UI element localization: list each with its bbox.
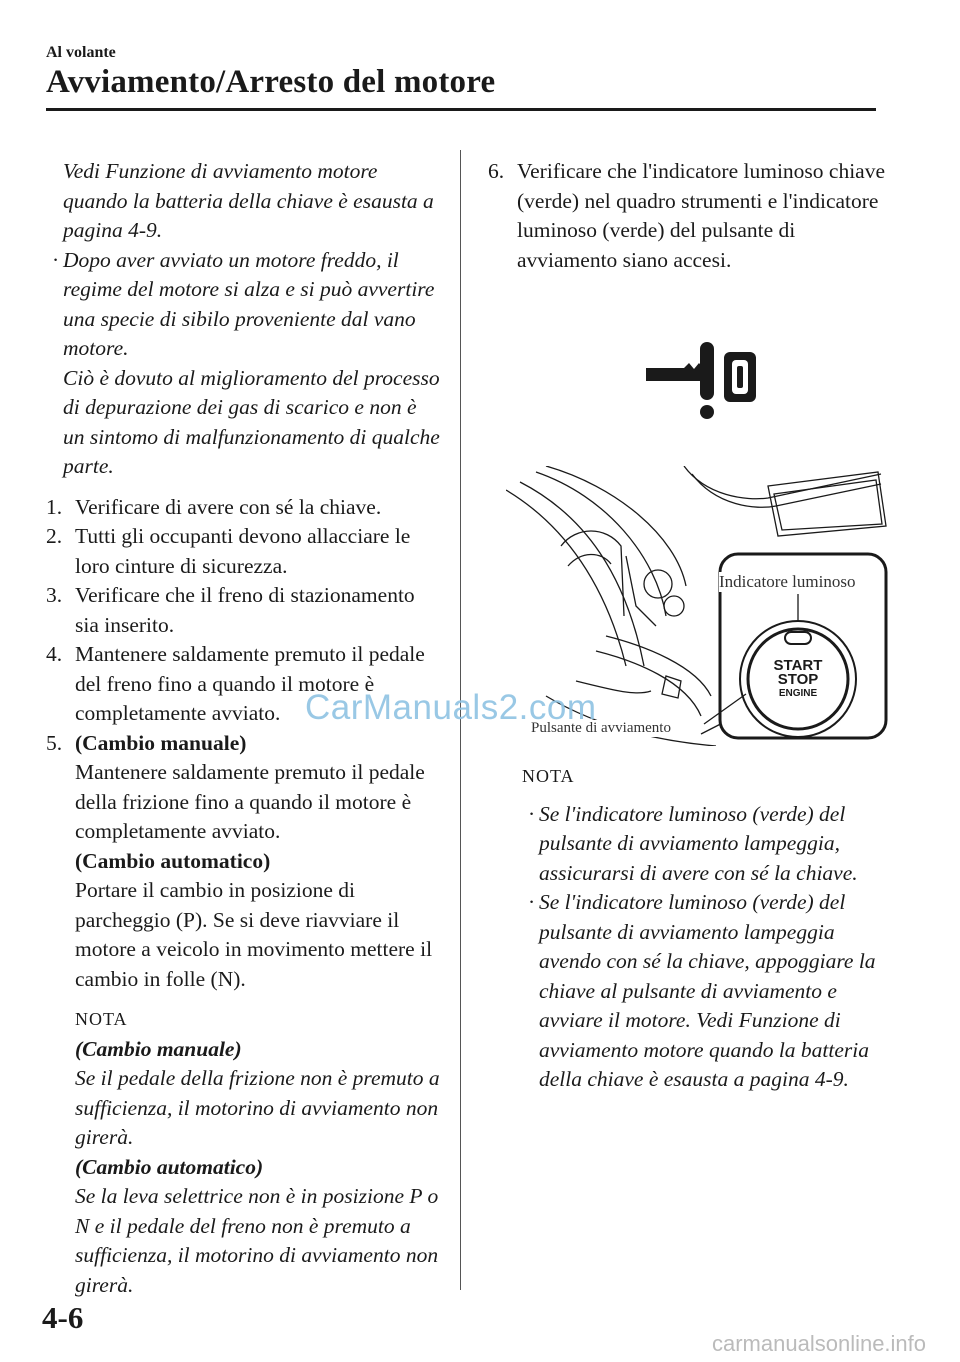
step-6	[488, 157, 888, 275]
intro-reference: Vedi Funzione di avviamento motore quando la batteria della chiave è esausta a pagina 4-9.	[63, 159, 434, 242]
step-number: 6.	[488, 159, 505, 183]
note-bullet-1	[522, 800, 882, 889]
note-bullet-text: Se l'indicatore luminoso (verde) del pulsante di avviamento lampeggia, assicurarsi di avere con sé la chiave.	[539, 801, 858, 885]
manual-transmission-text: Mantenere saldamente premuto il pedale della frizione fino a quando il motore è completamente avviato.	[75, 760, 425, 843]
step-number: 4.	[46, 642, 63, 666]
indicator-light-label: Indicatore luminoso	[719, 572, 856, 591]
right-column	[488, 157, 888, 275]
step-1	[46, 493, 441, 523]
note-bullet-text: Se l'indicatore luminoso (verde) del pulsante di avviamento lampeggia avendo con sé la chiave, appoggiare la chiave al pulsante di avviamento e avviare il motore. Vedi Funzione di avviamento motore quando la batteria della chiave è esausta a pagina 4-9.	[539, 890, 876, 1091]
step-text: Verificare che il freno di stazionamento sia inserito.	[75, 583, 415, 637]
step-number: 2.	[46, 524, 63, 548]
page-title: Avviamento/Arresto del motore	[46, 64, 496, 100]
left-column	[46, 157, 441, 1300]
right-note	[522, 762, 882, 1095]
step-3	[46, 581, 441, 640]
automatic-transmission-text: Portare il cambio in posizione di parcheggio (P). Se si deve riavviare il motore a veicolo in movimento mettere il cambio in folle (N).	[75, 878, 433, 991]
automatic-transmission-heading: (Cambio automatico)	[75, 848, 271, 873]
note-manual-heading: (Cambio manuale)	[75, 1036, 242, 1061]
step-text: Tutti gli occupanti devono allacciare le loro cinture di sicurezza.	[75, 524, 411, 578]
start-button-label: Pulsante di avviamento	[531, 720, 671, 736]
watermark-logo: CarManuals2.com	[305, 688, 597, 727]
note-manual-text: Se il pedale della frizione non è premuto a sufficienza, il motorino di avviamento non girerà.	[75, 1066, 440, 1149]
step-5	[46, 729, 441, 995]
stop-text: STOP	[777, 671, 819, 688]
engine-text: ENGINE	[778, 688, 818, 699]
cold-start-bullet	[46, 246, 441, 364]
cold-start-explanation: Ciò è dovuto al miglioramento del processo di depurazione dei gas di scarico e non è un sintomo di malfunzionamento di qualche parte.	[63, 365, 440, 478]
note-heading: NOTA	[75, 1009, 128, 1029]
bullet-mark: ·	[52, 247, 60, 272]
left-note	[46, 1005, 441, 1300]
section-label: Al volante	[46, 44, 116, 61]
footer-site-link[interactable]: carmanualsonline.info	[712, 1331, 927, 1356]
step-text: Verificare che l'indicatore luminoso chiave (verde) nel quadro strumenti e l'indicatore luminoso (verde) del pulsante di avviamento siano accesi.	[517, 159, 886, 272]
note-automatic-heading: (Cambio automatico)	[75, 1154, 264, 1179]
note-heading: NOTA	[522, 766, 575, 786]
key-warning-icon	[640, 338, 760, 422]
bullet-mark: ·	[528, 890, 536, 914]
page-number: 4-6	[42, 1300, 84, 1335]
step-2	[46, 522, 441, 581]
step-text: Mantenere saldamente premuto il pedale del freno fino a quando il motore è completamente avviato.	[75, 642, 425, 725]
step-text: Verificare di avere con sé la chiave.	[75, 494, 382, 519]
step-number: 3.	[46, 583, 63, 607]
step-number: 1.	[46, 494, 63, 519]
note-bullet-2	[522, 888, 882, 1095]
note-automatic-text: Se la leva selettrice non è in posizione P o N e il pedale del freno non è premuto a sufficienza, il motorino di avviamento non girerà.	[75, 1184, 439, 1297]
step-number: 5.	[46, 730, 63, 755]
manual-transmission-heading: (Cambio manuale)	[75, 730, 247, 755]
title-rule	[46, 108, 876, 111]
bullet-mark: ·	[528, 801, 536, 826]
start-text: START	[773, 657, 823, 674]
cold-start-text: Dopo aver avviato un motore freddo, il regime del motore si alza e si può avvertire una specie di sibilo proveniente dal vano motore.	[63, 247, 435, 360]
